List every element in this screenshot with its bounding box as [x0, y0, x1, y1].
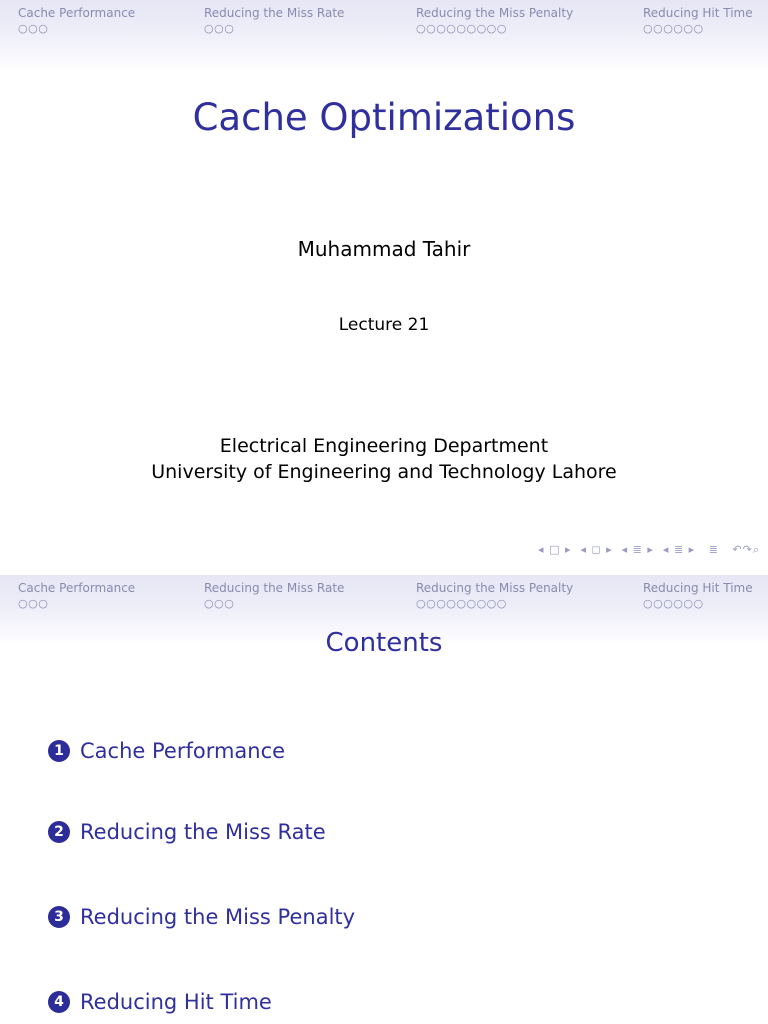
- nav-section-cache-performance[interactable]: [18, 6, 135, 36]
- nav-section-reducing-miss-penalty[interactable]: [416, 581, 573, 611]
- beamer-navigation-symbols: [538, 543, 760, 557]
- nav-section-dots[interactable]: ○○○○○○: [643, 597, 704, 610]
- author-name: Muhammad Tahir: [297, 237, 471, 261]
- nav-section-label: Reducing Hit Time: [643, 581, 753, 595]
- nav-section-label: Cache Performance: [18, 6, 136, 20]
- nav-section-reducing-hit-time[interactable]: [643, 581, 753, 611]
- nav-section-dots[interactable]: ○○○○○○○○○: [416, 22, 507, 35]
- nav-section-label: Reducing the Miss Penalty: [416, 6, 574, 20]
- nav-section-reducing-miss-penalty[interactable]: [416, 6, 573, 36]
- subsection-nav-icon[interactable]: ◂ ◻ ▸: [580, 543, 613, 556]
- nav-section-dots[interactable]: ○○○: [18, 22, 49, 35]
- toc-item-label: Reducing the Miss Penalty: [80, 905, 356, 929]
- numbered-ball-icon: 3: [48, 906, 70, 928]
- section-navbar: [0, 0, 768, 72]
- subsubsection-nav-icon[interactable]: ◂ ≣ ▸: [662, 543, 696, 556]
- nav-section-reducing-miss-rate[interactable]: [204, 581, 344, 611]
- nav-section-label: Reducing Hit Time: [643, 6, 753, 20]
- nav-section-cache-performance[interactable]: [18, 581, 135, 611]
- contents-slide: [0, 575, 768, 1024]
- search-nav-icon[interactable]: ↶↷⌕: [732, 543, 760, 556]
- nav-section-dots[interactable]: ○○○: [204, 597, 235, 610]
- toc-nav-icon[interactable]: ≣: [708, 543, 719, 556]
- numbered-ball-icon: 1: [48, 740, 70, 762]
- toc-item-label: Cache Performance: [80, 739, 286, 763]
- institute-department: Electrical Engineering Department: [219, 435, 549, 457]
- toc-item-label: Reducing the Miss Rate: [80, 820, 326, 844]
- contents-title: Contents: [325, 628, 443, 658]
- frame-nav-icon[interactable]: ◂ □ ▸: [538, 543, 572, 556]
- section-nav-icon[interactable]: ◂ ≣ ▸: [621, 543, 654, 556]
- nav-section-dots[interactable]: ○○○: [18, 597, 49, 610]
- lecture-number: Lecture 21: [338, 315, 430, 335]
- nav-section-dots[interactable]: ○○○○○○○○○: [416, 597, 507, 610]
- nav-section-reducing-miss-rate[interactable]: [204, 6, 344, 36]
- institute-university: University of Engineering and Technology Lahore: [151, 461, 617, 483]
- nav-section-dots[interactable]: ○○○○○○: [643, 22, 704, 35]
- toc-item-reducing-hit-time[interactable]: [48, 990, 272, 1014]
- numbered-ball-icon: 2: [48, 821, 70, 843]
- toc-item-cache-performance[interactable]: [48, 739, 285, 763]
- nav-section-label: Cache Performance: [18, 581, 136, 595]
- toc-item-label: Reducing Hit Time: [80, 990, 272, 1014]
- presentation-title: Cache Optimizations: [192, 96, 576, 139]
- numbered-ball-icon: 4: [48, 991, 70, 1013]
- nav-section-label: Reducing the Miss Rate: [204, 581, 345, 595]
- nav-section-dots[interactable]: ○○○: [204, 22, 235, 35]
- nav-section-reducing-hit-time[interactable]: [643, 6, 753, 36]
- nav-section-label: Reducing the Miss Penalty: [416, 581, 574, 595]
- nav-section-label: Reducing the Miss Rate: [204, 6, 345, 20]
- toc-item-reducing-miss-penalty[interactable]: [48, 905, 355, 929]
- toc-item-reducing-miss-rate[interactable]: [48, 820, 326, 844]
